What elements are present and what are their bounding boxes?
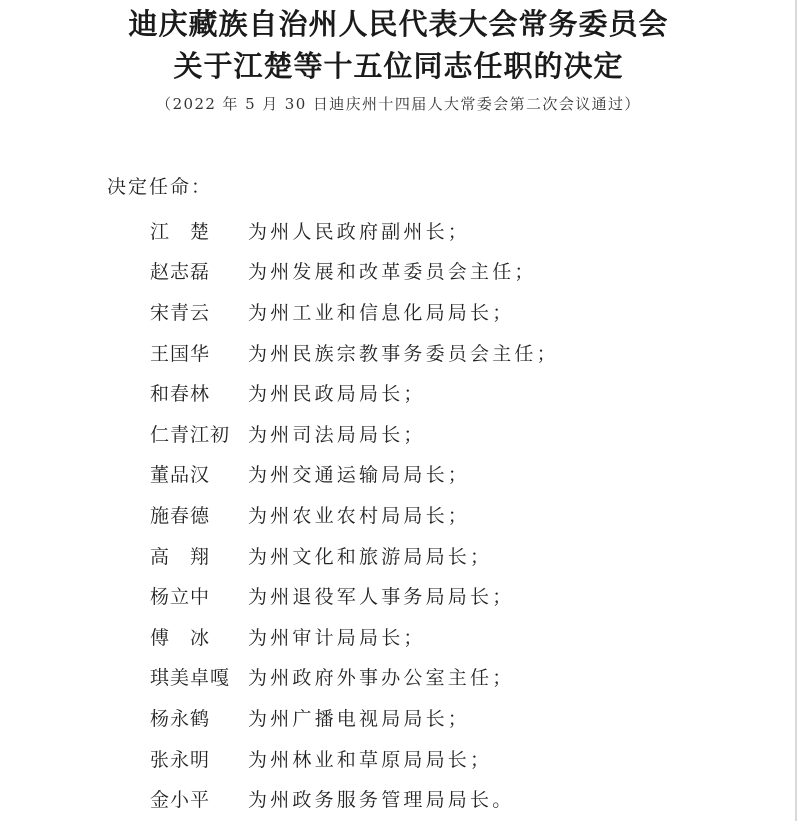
appointment-row <box>150 697 559 738</box>
position-title: 为州民政局局长； <box>248 383 426 406</box>
appointment-row <box>150 372 559 413</box>
appointment-row <box>150 778 559 819</box>
position-title: 为州交通运输局局长； <box>248 464 471 487</box>
position-title: 为州农业农村局局长； <box>248 504 471 527</box>
position-title: 为州发展和改革委员会主任； <box>248 261 537 284</box>
person-name: 赵志磊 <box>150 261 211 284</box>
position-title: 为州政务服务管理局局长。 <box>248 789 515 812</box>
appointment-row <box>150 210 559 251</box>
position-title: 为州司法局局长； <box>248 423 426 446</box>
person-name: 高 翔 <box>150 545 211 568</box>
appointment-row <box>150 413 559 454</box>
document-title-line-1: 迪庆藏族自治州人民代表大会常务委员会 <box>128 7 669 41</box>
person-name: 江 楚 <box>150 220 211 243</box>
person-name: 傅 冰 <box>150 626 211 649</box>
appointment-row <box>150 657 559 698</box>
person-name: 杨永鹤 <box>150 707 211 730</box>
position-title: 为州退役军人事务局局长； <box>248 586 515 609</box>
position-title: 为州工业和信息化局局长； <box>248 301 515 324</box>
document-subtitle: （2022 年 5 月 30 日迪庆州十四届人大常委会第二次会议通过） <box>156 95 641 113</box>
appointment-list <box>150 210 559 819</box>
position-title: 为州文化和旅游局局长； <box>248 545 493 568</box>
appointment-row <box>150 616 559 657</box>
appointment-row <box>150 494 559 535</box>
person-name: 张永明 <box>150 748 211 771</box>
position-title: 为州人民政府副州长； <box>248 220 471 243</box>
person-name: 董品汉 <box>150 464 211 487</box>
position-title: 为州民族宗教事务委员会主任； <box>248 342 559 365</box>
appointment-row <box>150 535 559 576</box>
position-title: 为州广播电视局局长； <box>248 707 471 730</box>
appointment-row <box>150 575 559 616</box>
appointment-row <box>150 332 559 373</box>
document-title-line-2: 关于江楚等十五位同志任职的决定 <box>173 49 624 83</box>
person-name: 杨立中 <box>150 586 211 609</box>
position-title: 为州政府外事办公室主任； <box>248 667 515 690</box>
position-title: 为州审计局局长； <box>248 626 426 649</box>
appointment-row <box>150 454 559 495</box>
person-name: 宋青云 <box>150 301 211 324</box>
appointment-row <box>150 738 559 779</box>
appointment-intro: 决定任命： <box>107 176 213 198</box>
person-name: 琪美卓嘎 <box>150 667 231 690</box>
position-title: 为州林业和草原局局长； <box>248 748 493 771</box>
appointment-row <box>150 291 559 332</box>
appointment-row <box>150 251 559 292</box>
person-name: 施春德 <box>150 504 211 527</box>
person-name: 王国华 <box>150 342 211 365</box>
person-name: 和春林 <box>150 383 211 406</box>
person-name: 金小平 <box>150 789 211 812</box>
person-name: 仁青江初 <box>150 423 231 446</box>
